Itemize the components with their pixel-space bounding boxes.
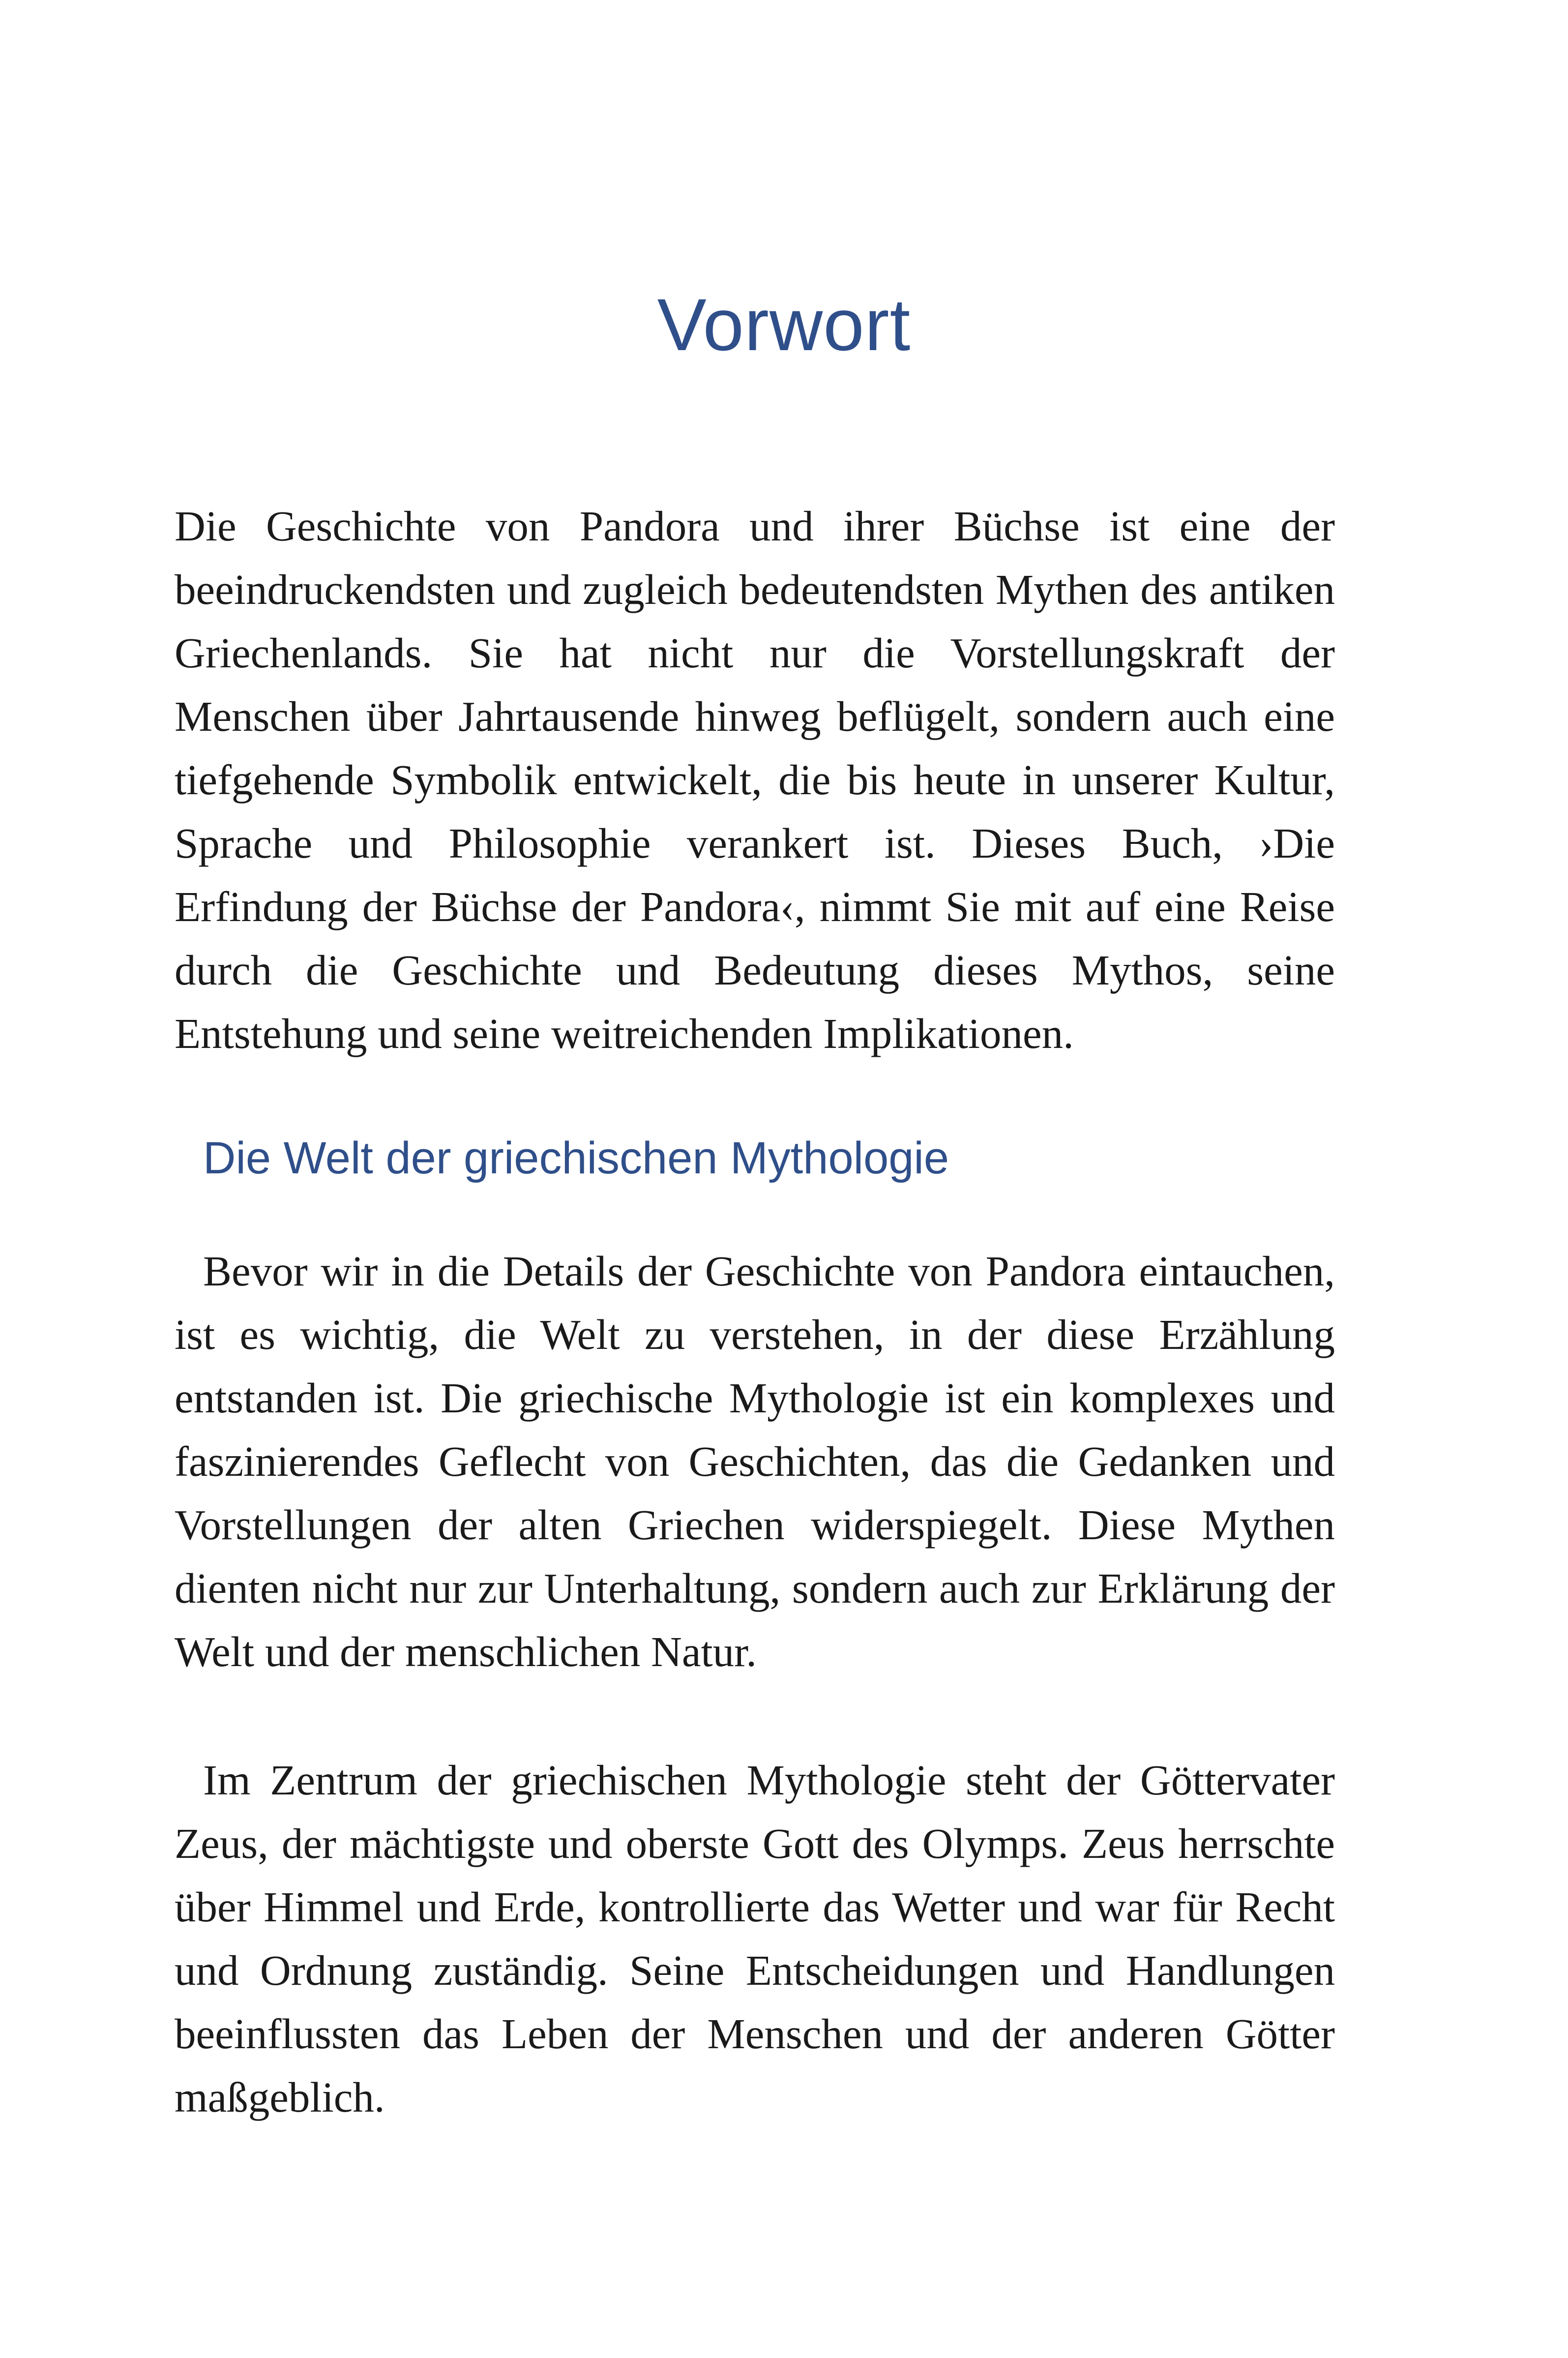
- page-title: Vorwort: [657, 283, 911, 366]
- section-paragraph: Bevor wir in die Details der Geschichte von Pandora eintauchen, ist es wichtig, die Welt zu verstehen, in der diese Erzählung entstanden ist. Die griechische Mythologie ist ein komplexes und faszinierendes Geflecht von Geschichten, das die Gedanken und Vorstellungen der alten Griechen widerspiegelt. Diese Mythen dienten nicht nur zur Unterhaltung, sondern auch zur Erklärung der Welt und der menschlichen Natur.: [175, 1247, 1335, 1675]
- intro-paragraph: Die Geschichte von Pandora und ihrer Büchse ist eine der beeindruckendsten und zugleich bedeutendsten Mythen des antiken Griechenlands. Sie hat nicht nur die Vorstellungskraft der Menschen über Jahrtausende hinweg beflügelt, sondern auch eine tiefgehende Symbolik entwickelt, die bis heute in unserer Kultur, Sprache und Philosophie verankert ist. Dieses Buch, ›Die Erfindung der Büchse der Pandora‹, nimmt Sie mit auf eine Reise durch die Geschichte und Bedeutung dieses Mythos, seine Entstehung und seine weitreichenden Implikationen.: [175, 502, 1335, 1057]
- section-paragraph: Im Zentrum der griechischen Mythologie steht der Göttervater Zeus, der mächtigste und oberste Gott des Olymps. Zeus herrschte über Himmel und Erde, kontrollierte das Wetter und war für Recht und Ordnung zuständig. Seine Entscheidungen und Handlungen beeinflussten das Leben der Menschen und der anderen Götter maßgeblich.: [175, 1756, 1335, 2121]
- section-heading: Die Welt der griechischen Mythologie: [203, 1133, 949, 1183]
